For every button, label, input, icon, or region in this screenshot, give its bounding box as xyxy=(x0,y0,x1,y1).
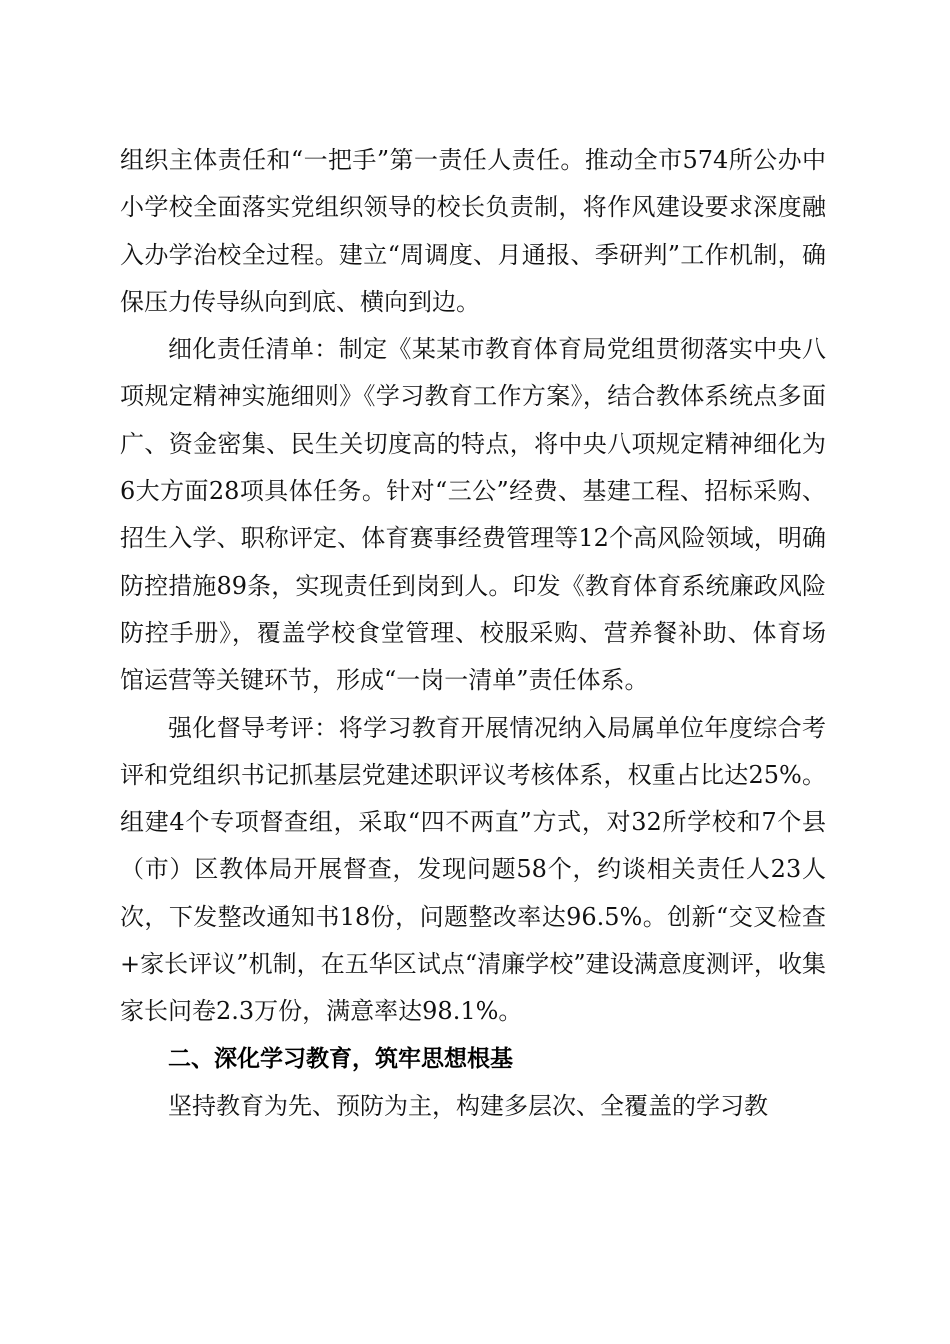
paragraph-continuation: 组织主体责任和“一把手”第一责任人责任。推动全市574所公办中小学校全面落实党组织领导的校长负责制，将作风建设要求深度融入办学治校全过程。建立“周调度、月通报、季研判”工作机制，确保压力传导纵向到底、横向到边。 xyxy=(120,146,826,316)
paragraph-responsibility-list: 细化责任清单：制定《某某市教育体育局党组贯彻落实中央八项规定精神实施细则》《学习教育工作方案》，结合教体系统点多面广、资金密集、民生关切度高的特点，将中央八项规定精神细化为6大方面28项具体任务。针对“三公”经费、基建工程、招标采购、招生入学、职称评定、体育赛事经费管理等12个高风险领域，明确防控措施89条，实现责任到岗到人。印发《教育体育系统廉政风险防控手册》，覆盖学校食堂管理、校服采购、营养餐补助、体育场馆运营等关键环节，形成“一岗一清单”责任体系。 xyxy=(120,335,826,695)
paragraph-supervision-evaluation: 强化督导考评：将学习教育开展情况纳入局属单位年度综合考评和党组织书记抓基层党建述职评议考核体系，权重占比达25%。组建4个专项督查组，采取“四不两直”方式，对32所学校和7个县（市）区教体局开展督查，发现问题58个，约谈相关责任人23人次，下发整改通知书18份，问题整改率达96.5%。创新“交叉检查+家长评议”机制，在五华区试点“清廉学校”建设满意度测评，收集家长问卷2.3万份，满意率达98.1%。 xyxy=(120,713,826,1026)
document-body xyxy=(120,137,826,1130)
section-heading: 二、深化学习教育，筑牢思想根基 xyxy=(168,1045,513,1072)
paragraph-education-intro: 坚持教育为先、预防为主，构建多层次、全覆盖的学习教 xyxy=(168,1091,768,1120)
